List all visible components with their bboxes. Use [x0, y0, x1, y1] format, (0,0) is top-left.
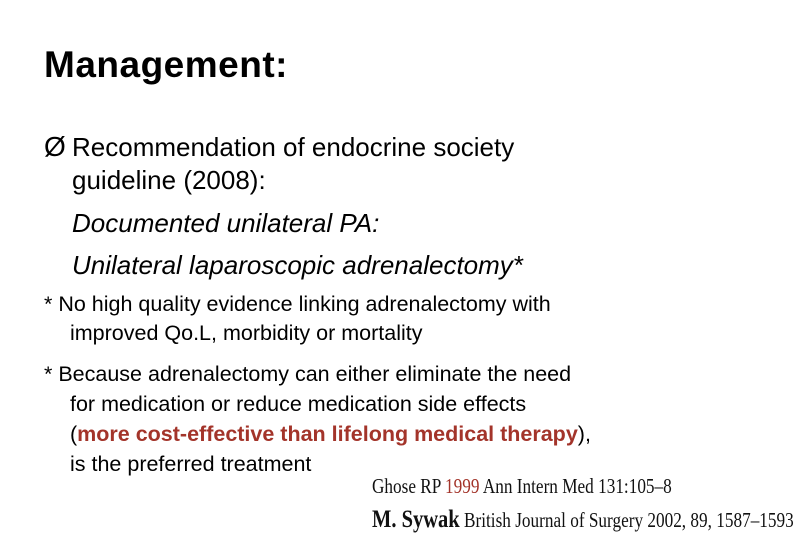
note-2-line-3	[70, 420, 591, 448]
slide-title: Management:	[44, 44, 288, 85]
ref1-citation: 131:105–8	[598, 474, 672, 498]
note-2-line-2: for medication or reduce medication side effects	[70, 392, 527, 416]
sub-line-procedure: Unilateral laparoscopic adrenalectomy*	[72, 250, 523, 280]
bullet-arrow-icon: Ø	[44, 131, 66, 162]
main-bullet-line-2: guideline (2008):	[72, 165, 266, 195]
main-bullet-line-1: Recommendation of endocrine society	[72, 132, 515, 162]
ref2-author: M. Sywak	[372, 506, 460, 533]
sub-line-documented: Documented unilateral PA:	[72, 208, 380, 238]
note-2-line-4: is the preferred treatment	[70, 452, 312, 476]
cost-effective-highlight: more cost-effective than lifelong medical therapy	[77, 422, 578, 446]
reference-sywak	[372, 506, 794, 534]
paren-close: ),	[577, 422, 591, 446]
reference-ghose	[372, 474, 672, 499]
note-1-line-2: improved Qo.L, morbidity or mortality	[70, 321, 423, 345]
ref1-author: Ghose RP	[372, 474, 441, 498]
note-2-line-1: * Because adrenalectomy can either eliminate the need	[44, 362, 572, 386]
ref1-year: 1999	[445, 474, 480, 498]
ref1-journal: Ann Intern Med	[482, 474, 594, 498]
paren-open: (	[70, 422, 78, 446]
ref2-citation: British Journal of Surgery 2002, 89, 1587–1593	[464, 508, 794, 532]
note-1-line-1: * No high quality evidence linking adrenalectomy with	[44, 292, 551, 316]
